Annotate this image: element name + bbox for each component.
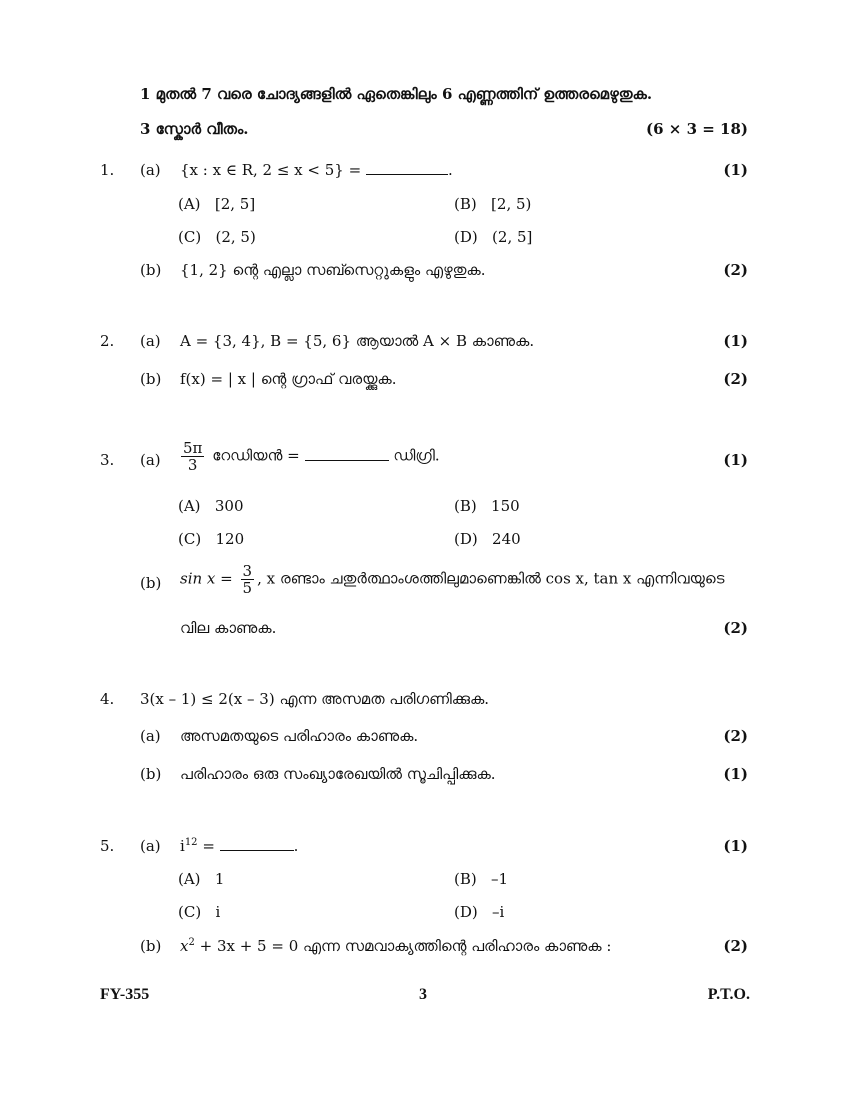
q5b-stem: + 3x + 5 = 0 എന്ന സമവാക്യത്തിന്റെ പരിഹാരം കാണുക : [194, 937, 612, 955]
marks: (2) [723, 261, 748, 279]
part-label: (a) [140, 837, 161, 855]
part-label: (b) [140, 937, 162, 955]
option-label: (D) [454, 228, 478, 246]
option-value: 300 [214, 497, 244, 515]
part-label: (a) [140, 161, 161, 179]
option-value: 1 [214, 870, 225, 888]
option-value: (2, 5) [215, 228, 256, 246]
question-number: 3. [100, 451, 115, 469]
option-d [454, 529, 521, 549]
paper-code: FY-355 [100, 986, 150, 1003]
fraction [181, 440, 204, 473]
option-b [454, 194, 531, 214]
option-a [178, 869, 224, 889]
marks: (1) [723, 161, 748, 179]
option-value: –i [492, 903, 505, 921]
option-d [454, 227, 532, 247]
q3b-stem: , x രണ്ടാം ചതുർത്ഥാംശത്തിലുമാണെങ്കിൽ cos x, tan x എന്നിവയുടെ [257, 569, 725, 588]
marks: (1) [723, 765, 748, 783]
q1b-text: {1, 2} ന്റെ എല്ലാ സബ്സെറ്റുകളും എഴുതുക. [180, 261, 486, 279]
q3a-stem: റേഡിയൻ = [212, 446, 300, 465]
marks: (2) [723, 619, 748, 637]
part-label: (b) [140, 765, 162, 783]
option-label: (B) [454, 870, 477, 888]
option-label: (B) [454, 195, 477, 213]
q5a-eq: = [197, 837, 215, 855]
part-label: (a) [140, 332, 161, 350]
q4-stem: 3(x – 1) ≤ 2(x – 3) എന്ന അസമത പരിഗണിക്കുക. [140, 690, 490, 708]
answer-blank [366, 160, 448, 175]
option-value: –1 [491, 870, 509, 888]
q3a-after: ഡിഗ്രി. [393, 446, 440, 465]
fraction-numerator: 3 [242, 562, 253, 580]
option-value: 120 [215, 530, 245, 548]
pto-label: P.T.O. [707, 986, 750, 1003]
option-value: (2, 5] [492, 228, 533, 246]
q1a-end: . [447, 161, 453, 179]
option-b [454, 869, 508, 889]
q5b-text [180, 936, 611, 956]
marks: (2) [723, 937, 748, 955]
q5b-exponent: 2 [188, 937, 195, 948]
q5a-base: i [180, 837, 185, 855]
question-number: 5. [100, 837, 115, 855]
marks: (2) [723, 370, 748, 388]
total-marks: (6 × 3 = 18) [646, 120, 748, 138]
q5a-exponent: 12 [184, 837, 198, 848]
marks: (1) [723, 837, 748, 855]
option-value: 150 [491, 497, 520, 515]
q3b-pre: sin x = [180, 569, 233, 588]
q2a-text: A = {3, 4}, B = {5, 6} ആയാൽ A × B കാണുക. [180, 332, 535, 350]
option-a [178, 194, 255, 214]
q5b-var: x [180, 937, 189, 955]
option-c [178, 529, 244, 549]
q1a-text [180, 160, 453, 180]
q4a-text: അസമതയുടെ പരിഹാരം കാണുക. [180, 727, 419, 745]
option-label: (C) [178, 530, 202, 548]
option-b [454, 496, 520, 516]
q2b-text: f(x) = | x | ന്റെ ഗ്രാഫ് വരയ്ക്കുക. [180, 370, 397, 388]
option-label: (A) [178, 195, 201, 213]
part-label: (a) [140, 727, 161, 745]
option-label: (D) [454, 903, 478, 921]
option-label: (C) [178, 228, 202, 246]
option-value: [2, 5] [214, 195, 256, 213]
fraction-numerator: 5π [183, 439, 203, 457]
option-label: (A) [178, 497, 201, 515]
fraction [241, 563, 255, 596]
option-c [178, 902, 220, 922]
question-number: 4. [100, 690, 115, 708]
fraction-denominator: 3 [187, 456, 198, 474]
part-label: (a) [140, 451, 161, 469]
option-label: (B) [454, 497, 477, 515]
marks: (1) [723, 451, 748, 469]
answer-blank [305, 446, 389, 461]
question-number: 1. [100, 161, 115, 179]
q5a-text [180, 836, 298, 856]
part-label: (b) [140, 370, 162, 388]
option-c [178, 227, 256, 247]
part-label: (b) [140, 261, 162, 279]
option-value: i [215, 903, 221, 921]
option-label: (D) [454, 530, 478, 548]
q4b-text: പരിഹാരം ഒരു സംഖ്യാരേഖയിൽ സൂചിപ്പിക്കുക. [180, 765, 496, 783]
q1a-stem: {x : x ∈ R, 2 ≤ x < 5} = [180, 161, 362, 179]
page-number: 3 [419, 986, 427, 1003]
instruction-line: 1 മുതൽ 7 വരെ ചോദ്യങ്ങളിൽ ഏതെങ്കിലും 6 എണ്ണത്തിന് ഉത്തരമെഴുതുക. [140, 85, 653, 103]
answer-blank [220, 836, 294, 851]
q3b-line2: വില കാണുക. [180, 619, 277, 637]
instruction-score: 3 സ്കോർ വീതം. [140, 120, 249, 138]
q3a-text [178, 440, 440, 473]
option-label: (A) [178, 870, 201, 888]
fraction-denominator: 5 [242, 579, 253, 597]
option-value: 240 [492, 530, 521, 548]
part-label: (b) [140, 574, 162, 592]
option-label: (C) [178, 903, 202, 921]
q3b-text [180, 563, 724, 596]
question-number: 2. [100, 332, 115, 350]
marks: (2) [723, 727, 748, 745]
marks: (1) [723, 332, 748, 350]
q5a-end: . [293, 837, 299, 855]
option-value: [2, 5) [491, 195, 532, 213]
option-d [454, 902, 504, 922]
option-a [178, 496, 244, 516]
